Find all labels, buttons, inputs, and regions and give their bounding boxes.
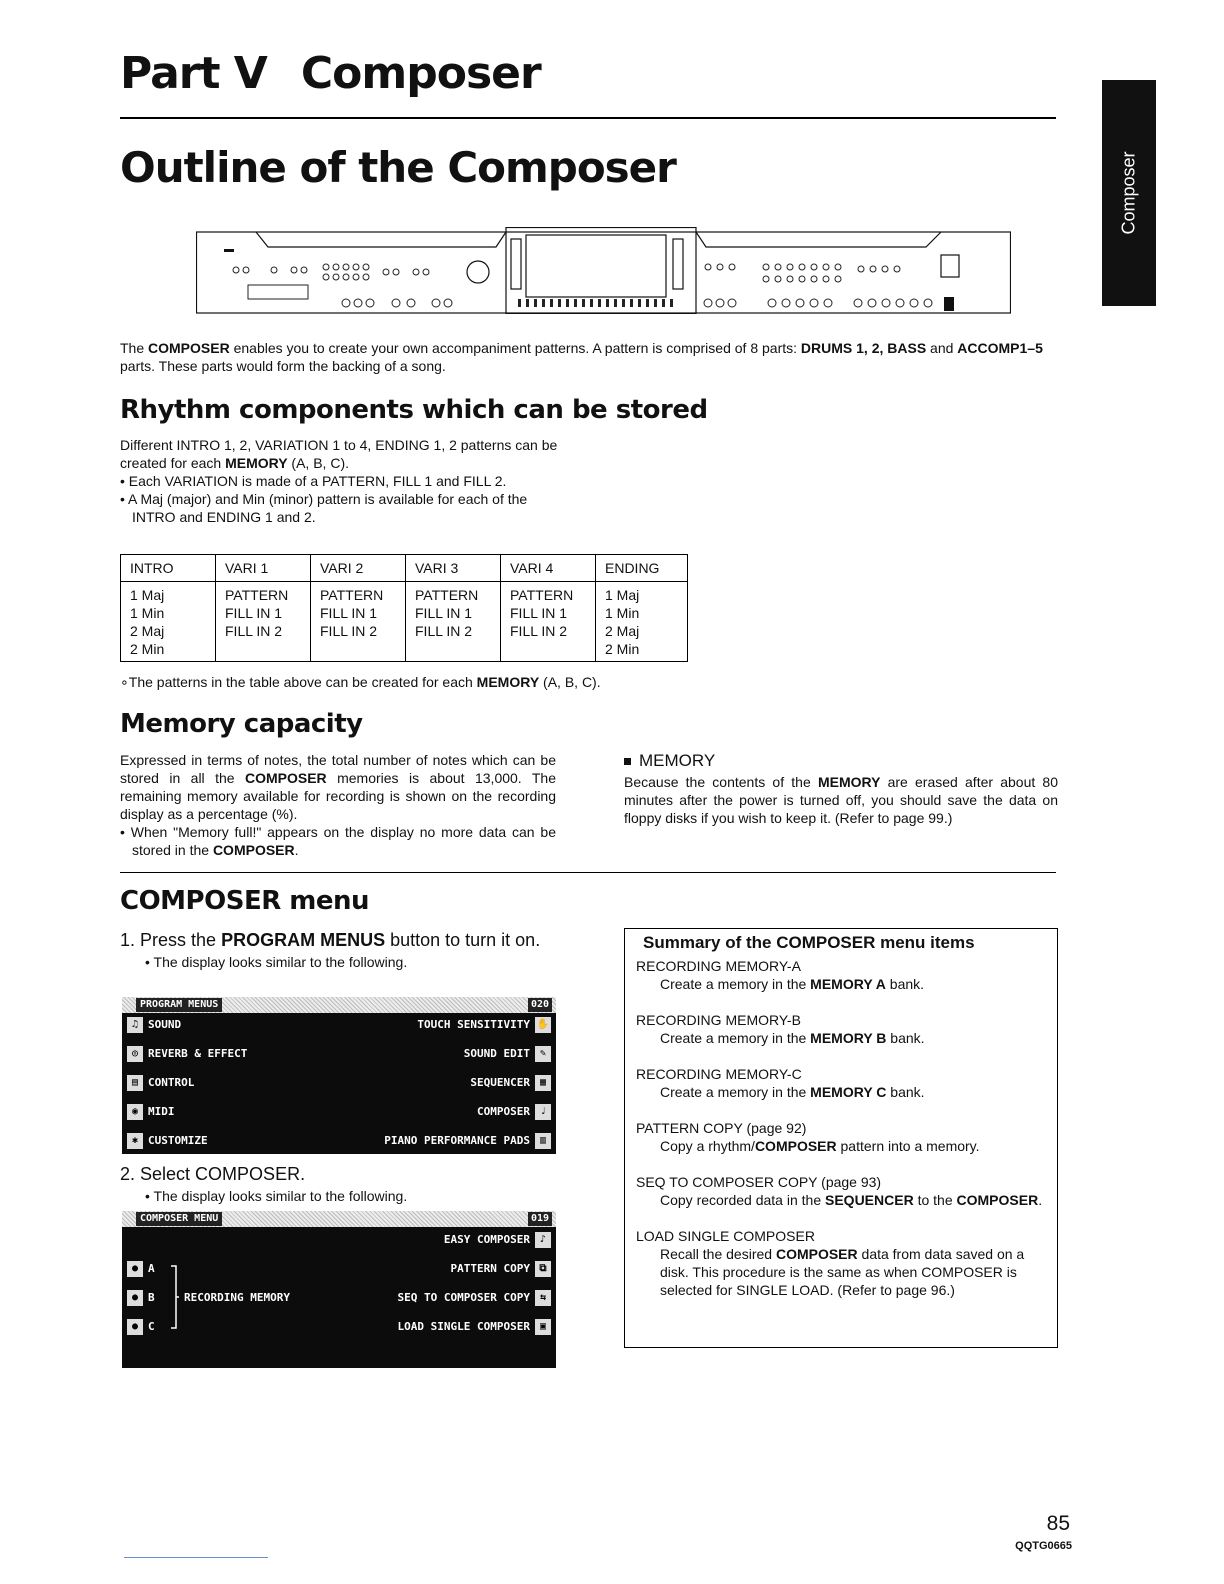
composer-icon: ♩ [535, 1104, 551, 1120]
intro-paragraph: The COMPOSER enables you to create your own accompaniment patterns. A pattern is comprised of 8 parts: DRUMS 1, 2, BASS and ACCOMP1–5 parts. These parts would form the backing of a song. [120, 340, 1043, 374]
step-2: 2. Select COMPOSER. • The display looks similar to the following. [120, 1163, 560, 1205]
menu-item-memory-b[interactable]: B [148, 1291, 155, 1304]
menu-item-memory-c[interactable]: C [148, 1320, 155, 1333]
touch-icon: ✋ [535, 1017, 551, 1033]
pattern-copy-icon: ⧉ [535, 1261, 551, 1277]
table-cell: PATTERN FILL IN 1 FILL IN 2 [216, 582, 311, 662]
seq-copy-icon: ⇆ [535, 1290, 551, 1306]
display-titlebar [122, 997, 556, 1013]
menu-item-midi[interactable]: MIDI [148, 1105, 175, 1118]
summary-item: RECORDING MEMORY-A Create a memory in the MEMORY A bank. [636, 958, 925, 992]
menu-item-easy-composer[interactable]: EASY COMPOSER [443, 1233, 530, 1246]
summary-item: PATTERN COPY (page 92) Copy a rhythm/COMPOSER pattern into a memory. [636, 1120, 980, 1154]
menu-item-sequencer[interactable]: SEQUENCER [470, 1076, 530, 1089]
table-header: VARI 2 [311, 555, 406, 582]
table-cell: PATTERN FILL IN 1 FILL IN 2 [501, 582, 596, 662]
summary-title: Summary of the COMPOSER menu items [643, 933, 975, 952]
summary-item: SEQ TO COMPOSER COPY (page 93) Copy recorded data in the SEQUENCER to the COMPOSER. [636, 1174, 1043, 1208]
side-tab-label: Composer [1118, 151, 1139, 235]
menu-item-reverb-effect[interactable]: REVERB & EFFECT [148, 1047, 248, 1060]
memory-note-heading: MEMORY [624, 751, 1058, 771]
display-titlebar [122, 1211, 556, 1227]
footer-line [124, 1557, 268, 1558]
display-title: PROGRAM MENUS [136, 998, 222, 1012]
recording-bracket [170, 1265, 180, 1329]
table-header: INTRO [121, 555, 216, 582]
side-tab [1102, 80, 1156, 306]
program-menus-display [122, 997, 556, 1154]
table-header: VARI 4 [501, 555, 596, 582]
record-a-icon: ● [127, 1261, 143, 1277]
menu-item-control[interactable]: CONTROL [148, 1076, 195, 1089]
menu-item-sound-edit[interactable]: SOUND EDIT [463, 1047, 530, 1060]
header-rule [120, 117, 1056, 119]
display-number: 019 [528, 1212, 552, 1226]
menu-item-customize[interactable]: CUSTOMIZE [148, 1134, 208, 1147]
menu-item-seq-to-composer-copy[interactable]: SEQ TO COMPOSER COPY [397, 1291, 530, 1304]
composer-menu-display [122, 1211, 556, 1368]
section-title: Outline of the Composer [120, 143, 676, 192]
menu-row [122, 1072, 556, 1094]
menu-row [122, 1287, 556, 1309]
table-header: ENDING [596, 555, 688, 582]
step-1: 1. Press the PROGRAM MENUS button to turn it on. • The display looks similar to the following. [120, 929, 560, 971]
rhythm-bullet-1: • Each VARIATION is made of a PATTERN, FILL 1 and FILL 2. [120, 473, 507, 489]
disk-icon: ▣ [535, 1319, 551, 1335]
sequencer-icon: ▦ [535, 1075, 551, 1091]
memory-note [624, 751, 1058, 827]
menu-item-pattern-copy[interactable]: PATTERN COPY [450, 1262, 530, 1275]
control-panel-illustration [196, 227, 1011, 314]
memory-capacity-heading: Memory capacity [120, 709, 363, 739]
table-header: VARI 3 [406, 555, 501, 582]
table-cell: 1 Maj 1 Min 2 Maj 2 Min [121, 582, 216, 662]
summary-item: RECORDING MEMORY-C Create a memory in the MEMORY C bank. [636, 1066, 925, 1100]
part-title [120, 48, 541, 99]
page-number: 85 [1046, 1512, 1070, 1535]
part-label: Part V [120, 48, 267, 99]
customize-icon: ✱ [127, 1133, 143, 1149]
edit-icon: ✎ [535, 1046, 551, 1062]
menu-item-load-single-composer[interactable]: LOAD SINGLE COMPOSER [397, 1320, 530, 1333]
memory-note-text: Because the contents of the MEMORY are erased after about 80 minutes after the power is turned off, you should save the data on floppy disks if you wish to keep it. (Refer to page 99.) [624, 774, 1059, 826]
menu-row [122, 1229, 556, 1251]
table-cell: PATTERN FILL IN 1 FILL IN 2 [311, 582, 406, 662]
display-number: 020 [528, 998, 552, 1012]
table-row [121, 582, 688, 662]
menu-item-piano-performance-pads[interactable]: PIANO PERFORMANCE PADS [384, 1134, 530, 1147]
table-header-row [121, 555, 688, 582]
sound-icon: ♫ [127, 1017, 143, 1033]
menu-row [122, 1043, 556, 1065]
step-1-note: • The display looks similar to the following. [145, 954, 408, 970]
rhythm-bullet-2: • A Maj (major) and Min (minor) pattern is available for each of the INTRO and ENDING 1 and 2. [120, 491, 528, 525]
menu-item-memory-a[interactable]: A [148, 1262, 155, 1275]
menu-row [122, 1316, 556, 1338]
step-2-note: • The display looks similar to the following. [145, 1188, 408, 1204]
menu-row [122, 1101, 556, 1123]
control-icon: ▤ [127, 1075, 143, 1091]
menu-row [122, 1014, 556, 1036]
record-c-icon: ● [127, 1319, 143, 1335]
pads-icon: ▥ [535, 1133, 551, 1149]
part-name: Composer [300, 48, 541, 99]
rhythm-heading: Rhythm components which can be stored [120, 395, 708, 425]
parts-table [120, 554, 688, 662]
rhythm-text: Different INTRO 1, 2, VARIATION 1 to 4, ENDING 1, 2 patterns can be created for each MEMORY (A, B, C). • Each VARIATION is made of a PATTERN, FILL 1 and FILL 2. • A Maj (major) and Min (minor) pattern is available for each of the INTRO and ENDING 1 and 2. [120, 436, 560, 526]
composer-menu-heading: COMPOSER menu [120, 886, 370, 916]
menu-row [122, 1258, 556, 1280]
summary-item: LOAD SINGLE COMPOSER Recall the desired COMPOSER data from data saved on a disk. This procedure is the same as when COMPOSER is selected for SINGLE LOAD. (Refer to page 96.) [636, 1228, 1025, 1298]
record-b-icon: ● [127, 1290, 143, 1306]
table-note: ∘The patterns in the table above can be created for each MEMORY (A, B, C). [120, 674, 601, 690]
summary-box [624, 928, 1058, 1348]
table-cell: PATTERN FILL IN 1 FILL IN 2 [406, 582, 501, 662]
menu-item-touch-sensitivity[interactable]: TOUCH SENSITIVITY [417, 1018, 530, 1031]
midi-icon: ◉ [127, 1104, 143, 1120]
doc-code: QQTG0665 [1015, 1540, 1072, 1552]
table-cell: 1 Maj 1 Min 2 Maj 2 Min [596, 582, 688, 662]
summary-item: RECORDING MEMORY-B Create a memory in the MEMORY B bank. [636, 1012, 925, 1046]
menu-item-sound[interactable]: SOUND [148, 1018, 182, 1031]
table-header: VARI 1 [216, 555, 311, 582]
recording-memory-label: RECORDING MEMORY [184, 1291, 290, 1304]
memory-capacity-text: Expressed in terms of notes, the total number of notes which can be stored in all the COMPOSER memories is about 13,000. The remaining memory available for recording is shown on the recording display as a percentage (%). • When "Memory full!" appears on the display no more data can be stored in the COMPOSER. [120, 752, 556, 858]
display-title: COMPOSER MENU [136, 1212, 222, 1226]
section-rule [120, 872, 1056, 873]
menu-row [122, 1130, 556, 1152]
reverb-icon: ◎ [127, 1046, 143, 1062]
easy-composer-icon: ♪ [535, 1232, 551, 1248]
menu-item-composer[interactable]: COMPOSER [477, 1105, 530, 1118]
